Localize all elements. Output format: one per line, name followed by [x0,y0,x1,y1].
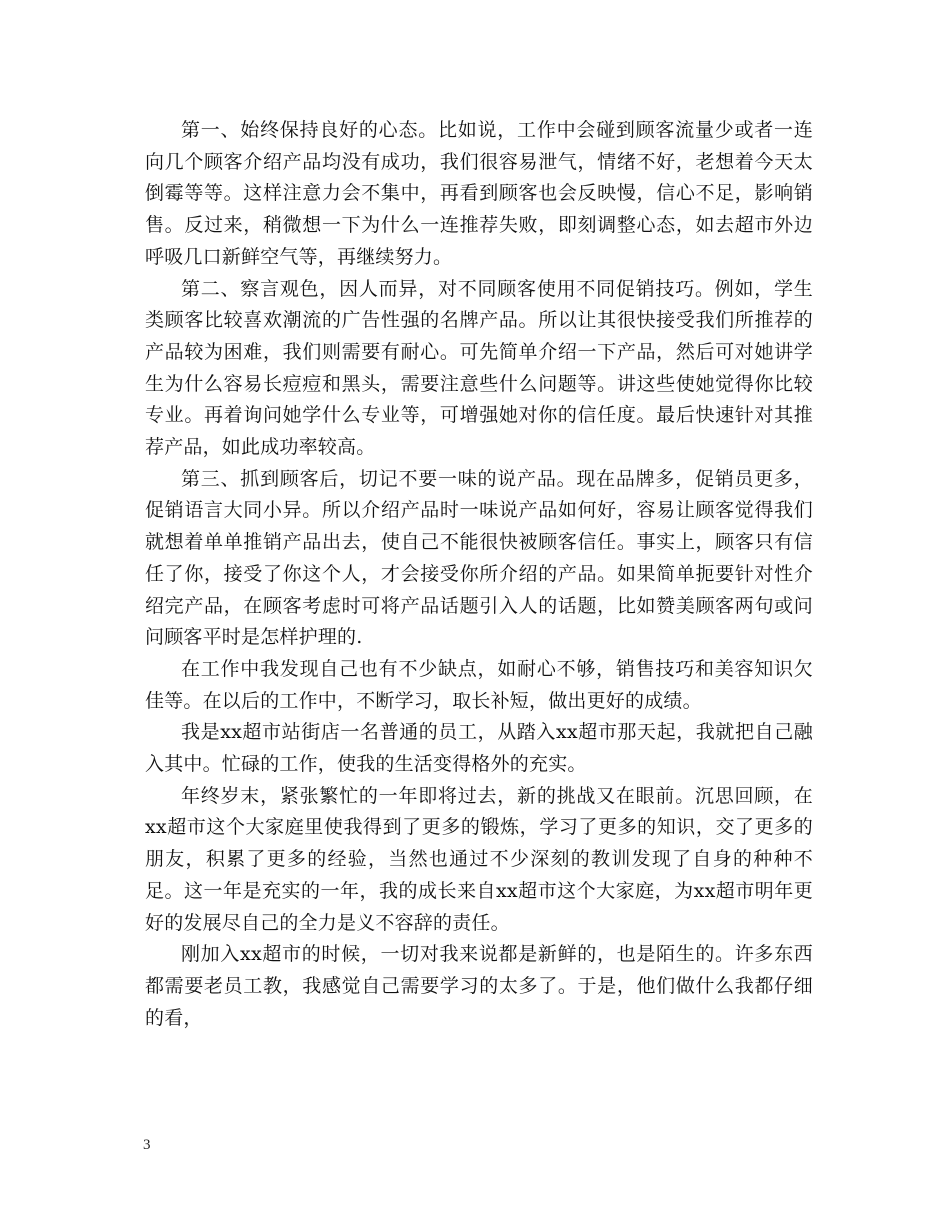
document-body [145,115,813,1034]
paragraph-observe-customers: 第二、察言观色，因人而异，对不同顾客使用不同促销技巧。例如，学生类顾客比较喜欢潮流的广告性强的名牌产品。所以让其很快接受我们所推荐的产品较为困难，我们则需要有耐心。可先简单介绍一下产品，然后可对她讲学生为什么容易长痘痘和黑头，需要注意些什么问题等。讲这些使她觉得你比较专业。再着询问她学什么专业等，可增强她对你的信任度。最后快速针对其推荐产品，如此成功率较高。 [145,277,813,459]
paragraph-product-talk: 第三、抓到顾客后，切记不要一味的说产品。现在品牌多，促销员更多，促销语言大同小异。所以介绍产品时一味说产品如何好，容易让顾客觉得我们就想着单单推销产品出去，使自己不能很快被顾客信任。事实上，顾客只有信任了你，接受了你这个人，才会接受你所介绍的产品。如果简单扼要针对性介绍完产品，在顾客考虑时可将产品话题引入人的话题，比如赞美顾客两句或问问顾客平时是怎样护理的. [145,467,813,649]
page-number: 3 [143,1137,151,1153]
paragraph-employee-intro: 我是xx超市站街店一名普通的员工，从踏入xx超市那天起，我就把自己融入其中。忙碌的工作，使我的生活变得格外的充实。 [145,721,813,776]
paragraph-year-end-review: 年终岁末，紧张繁忙的一年即将过去，新的挑战又在眼前。沉思回顾，在xx超市这个大家庭里使我得到了更多的锻炼，学习了更多的知识，交了更多的朋友，积累了更多的经验，当然也通过不少深刻的教训发现了自身的种种不足。这一年是充实的一年，我的成长来自xx超市这个大家庭，为xx超市明年更好的发展尽自己的全力是义不容辞的责任。 [145,784,813,934]
paragraph-first-joined: 刚加入xx超市的时候，一切对我来说都是新鲜的，也是陌生的。许多东西都需要老员工教，我感觉自己需要学习的太多了。于是，他们做什么我都仔细的看， [145,943,813,1029]
paragraph-attitude: 第一、始终保持良好的心态。比如说，工作中会碰到顾客流量少或者一连向几个顾客介绍产品均没有成功，我们很容易泄气，情绪不好，老想着今天太倒霉等等。这样注意力会不集中，再看到顾客也会反映慢，信心不足，影响销售。反过来，稍微想一下为什么一连推荐失败，即刻调整心态，如去超市外边呼吸几口新鲜空气等，再继续努力。 [145,119,813,268]
paragraph-shortcomings: 在工作中我发现自己也有不少缺点，如耐心不够，销售技巧和美容知识欠佳等。在以后的工作中，不断学习，取长补短，做出更好的成绩。 [145,657,813,712]
